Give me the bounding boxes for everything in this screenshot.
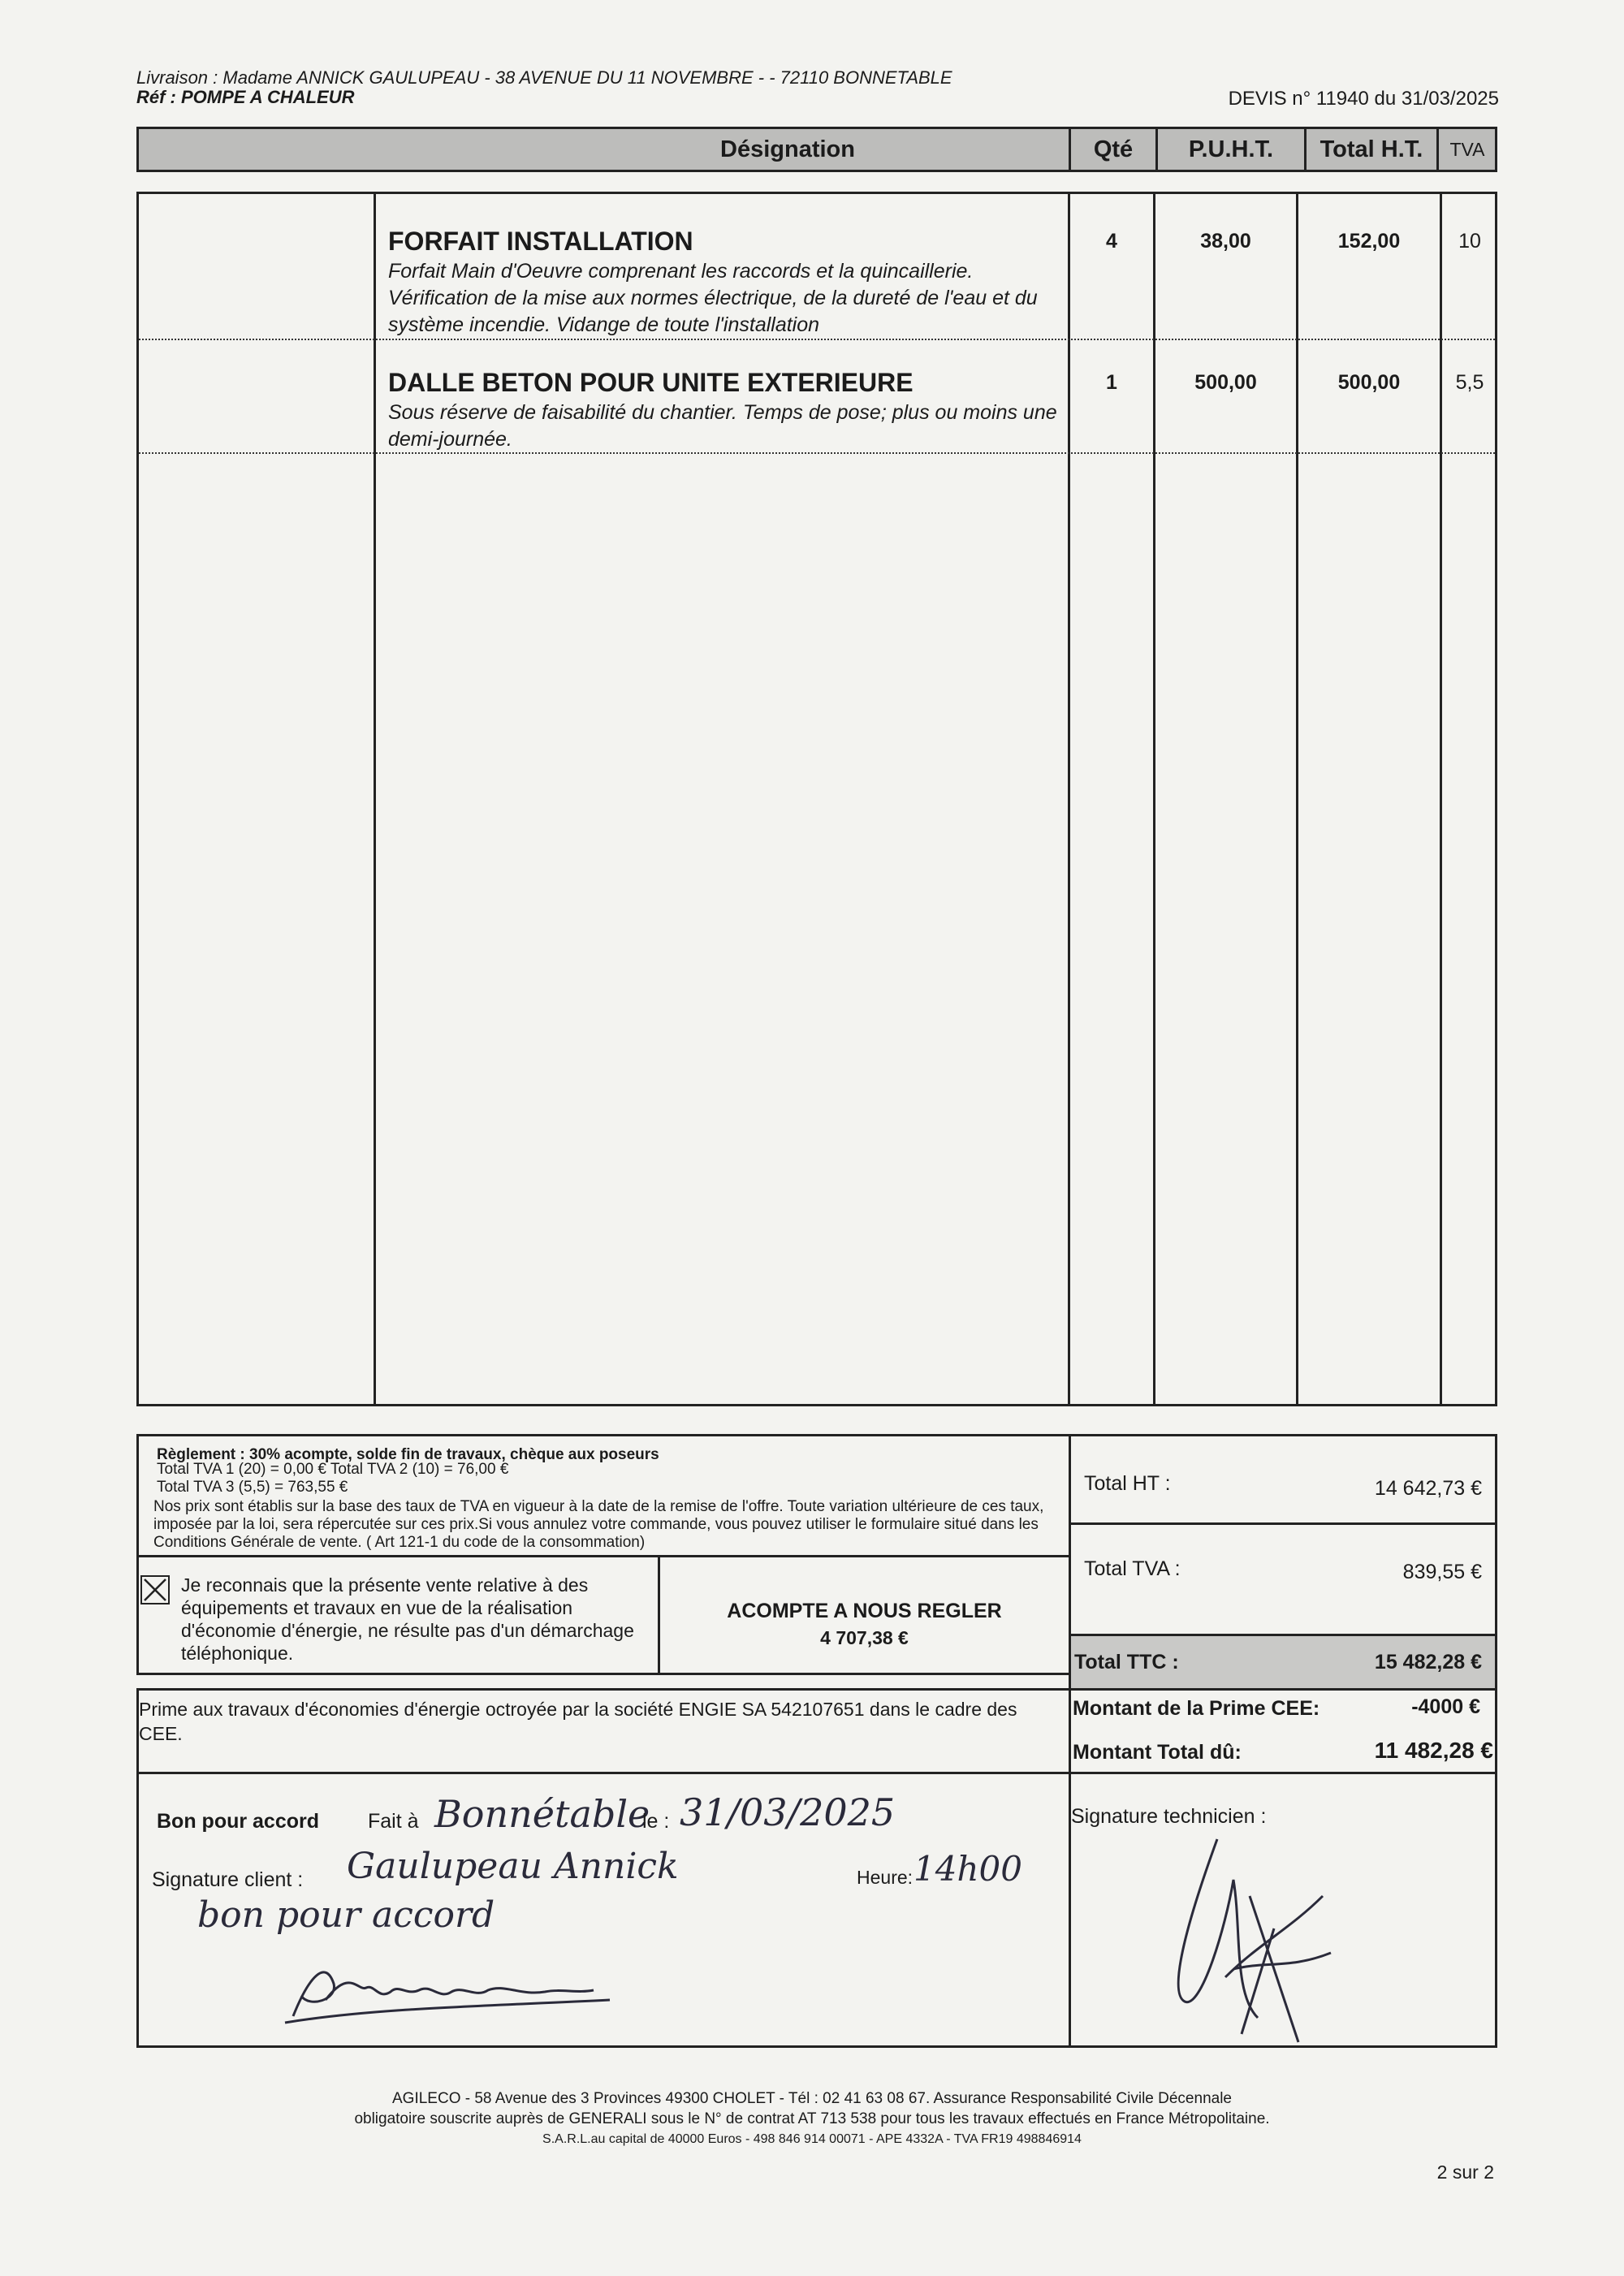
technician-signature-box: [1069, 1772, 1497, 2048]
item-description: Forfait Main d'Oeuvre comprenant les raccords et la quincaillerie. Vérification de la mise aux normes électrique, de la dureté de l'eau et du système incendie. Vidange de toute l'installation: [388, 260, 1038, 336]
item-title: FORFAIT INSTALLATION: [388, 227, 693, 256]
total-tva-label: Total TVA :: [1084, 1557, 1181, 1580]
table-row: [388, 227, 1062, 339]
footer: [0, 2088, 1624, 2149]
total-ttc-value: 15 482,28 €: [1374, 1651, 1482, 1674]
total-ht-value: 14 642,73 €: [1374, 1477, 1482, 1500]
technician-signature-scribble: [1168, 1831, 1355, 2050]
prime-text: Prime aux travaux d'économies d'énergie octroyée par la société ENGIE SA 542107651 dans le cadre des CEE.: [139, 1699, 1017, 1744]
item-tva: 10: [1458, 230, 1481, 253]
total-tva-value: 839,55 €: [1402, 1561, 1482, 1583]
page-number: 2 sur 2: [1436, 2162, 1494, 2183]
total-ttc-box: [1069, 1634, 1497, 1691]
check-mark-icon: [142, 1577, 168, 1603]
prime-label: Montant de la Prime CEE:: [1073, 1697, 1320, 1720]
item-unit-price: 38,00: [1200, 230, 1251, 253]
reference: Réf : POMPE A CHALEUR: [136, 87, 355, 107]
acknowledgement-text: Je reconnais que la présente vente relative à des équipements et travaux en vue de la réalisation d'économie d'énergie, ne résulte pas d'un démarchage téléphonique.: [181, 1574, 634, 1664]
client-signature-scribble: [277, 1951, 618, 2032]
total-ht-box: [1069, 1434, 1497, 1525]
delivery-address: Livraison : Madame ANNICK GAULUPEAU - 38 AVENUE DU 11 NOVEMBRE - - 72110 BONNETABLE: [136, 67, 952, 88]
bon-pour-accord: Bon pour accord: [157, 1810, 320, 1833]
acompte-label: ACOMPTE A NOUS REGLER: [727, 1600, 1002, 1622]
heure-label: Heure:: [857, 1867, 914, 1888]
footer-line-2: obligatoire souscrite auprès de GENERALI sous le N° de contrat AT 713 538 pour tous les travaux effectués en France Métropolitaine.: [354, 2110, 1270, 2127]
total-ht-label: Total HT :: [1084, 1472, 1171, 1495]
item-description: Sous réserve de faisabilité du chantier. Temps de pose; plus ou moins une demi-journée.: [388, 401, 1057, 451]
price-notice: Nos prix sont établis sur la base des taux de TVA en vigueur à la date de la remise de l'offre. Toute variation ultérieure de ces taux, imposée par la loi, sera répercutée sur ces prix.Si vous annulez votre commande, vous pouvez utiliser le formulaire situé dans les Conditions Générale de vente. ( Art 121-1 du code de la consommation): [153, 1498, 1044, 1551]
column-divider: [374, 194, 376, 1404]
client-signature-label: Signature client :: [152, 1868, 304, 1891]
date-label: le :: [642, 1810, 670, 1833]
delivery-block: [136, 68, 952, 107]
prime-value: -4000 €: [1411, 1695, 1480, 1718]
acknowledgement-box: [136, 1555, 660, 1675]
prime-box: [136, 1688, 1071, 1774]
tva-breakdown-2: Total TVA 3 (5,5) = 763,55 €: [157, 1479, 348, 1496]
tva-breakdown-1: Total TVA 1 (20) = 0,00 € Total TVA 2 (10) = 76,00 €: [157, 1461, 509, 1478]
devis-number: DEVIS n° 11940 du 31/03/2025: [1228, 88, 1499, 110]
terms-box: [136, 1434, 1071, 1557]
acompte-box: [658, 1555, 1071, 1675]
item-qty: 1: [1106, 371, 1117, 394]
acompte-value: 4 707,38 €: [820, 1627, 909, 1648]
items-table: [136, 192, 1497, 1406]
col-total-ht: Total H.T.: [1320, 136, 1423, 162]
footer-line-1: AGILECO - 58 Avenue des 3 Provinces 49300 CHOLET - Tél : 02 41 63 08 67. Assurance Responsabilité Civile Décennale: [392, 2090, 1232, 2107]
row-divider: [139, 339, 1495, 340]
item-qty: 4: [1106, 230, 1117, 253]
heure-handwritten: 14h00: [914, 1849, 1022, 1889]
item-title: DALLE BETON POUR UNITE EXTERIEURE: [388, 368, 914, 397]
prime-totals-box: [1069, 1688, 1497, 1774]
table-header: [136, 127, 1497, 172]
total-ttc-label: Total TTC :: [1074, 1651, 1179, 1674]
payment-terms: Règlement : 30% acompte, solde fin de travaux, chèque aux poseurs: [157, 1446, 659, 1463]
total-due-label: Montant Total dû:: [1073, 1741, 1242, 1764]
fait-a-label: Fait à: [368, 1810, 419, 1833]
col-qty: Qté: [1093, 136, 1134, 162]
item-tva: 5,5: [1455, 371, 1484, 394]
client-name-handwritten: Gaulupeau Annick: [347, 1846, 679, 1887]
footer-line-3: S.A.R.L.au capital de 40000 Euros - 498 846 914 00071 - APE 4332A - TVA FR19 498846914: [542, 2132, 1082, 2146]
technician-signature-label: Signature technicien :: [1071, 1805, 1267, 1828]
item-unit-price: 500,00: [1194, 371, 1257, 394]
date-handwritten: 31/03/2025: [680, 1790, 896, 1834]
acknowledgement-checkbox[interactable]: [140, 1575, 170, 1604]
client-signature-box: [136, 1772, 1071, 2048]
total-tva-box: [1069, 1522, 1497, 1636]
client-note-handwritten: bon pour accord: [197, 1894, 495, 1936]
table-row: [388, 368, 1062, 453]
total-due-value: 11 482,28 €: [1374, 1738, 1493, 1763]
item-total: 152,00: [1337, 230, 1401, 253]
col-designation: Désignation: [720, 136, 855, 162]
fait-a-handwritten: Bonnétable: [434, 1792, 650, 1836]
col-unit-price: P.U.H.T.: [1188, 136, 1274, 162]
col-tva: TVA: [1449, 139, 1485, 160]
item-total: 500,00: [1337, 371, 1401, 394]
